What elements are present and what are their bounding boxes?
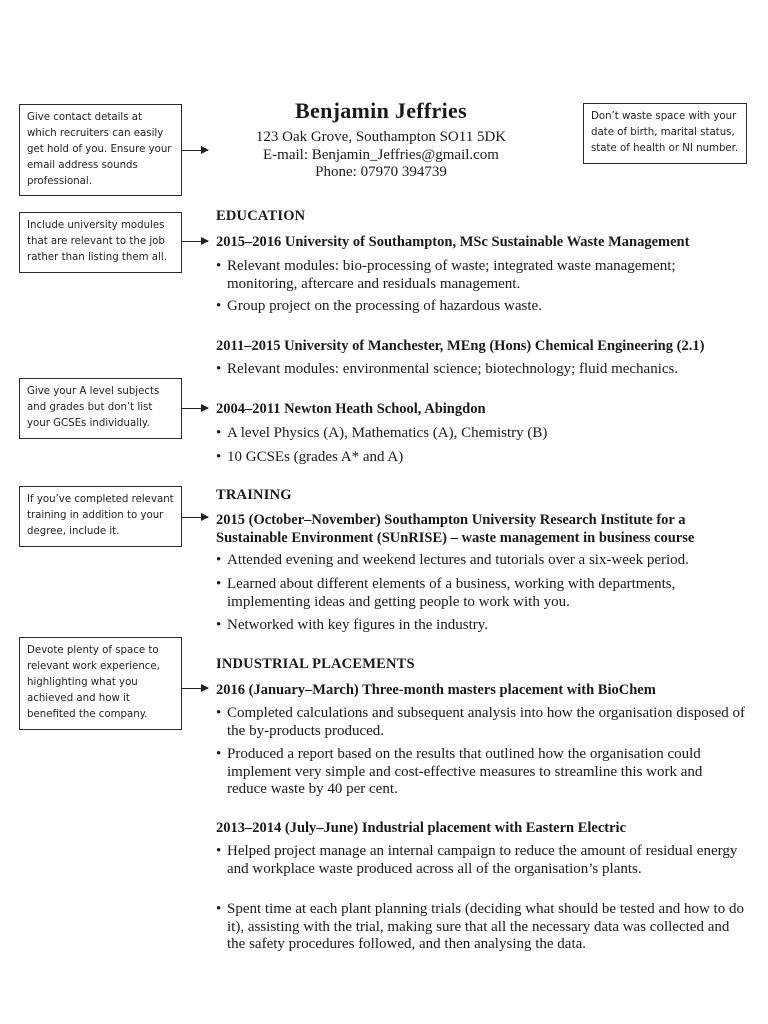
entry-heading: 2015–2016 University of Southampton, MSc Sustainable Waste Management <box>216 234 690 250</box>
candidate-name: Benjamin Jeffries <box>295 98 467 123</box>
list-item <box>216 746 746 799</box>
bullet-text: Spent time at each plant planning trials (deciding what should be tested and how to do it), assisting with the trial, making sure that all the necessary data was collected and the safety procedures followed, and then analysing the data. <box>227 901 744 952</box>
list-item <box>216 425 746 443</box>
bullet-icon: • <box>216 258 222 274</box>
bullet-text: Learned about different elements of a business, working with departments, implementing ideas and getting people to work with you. <box>227 576 676 610</box>
bullet-text: Relevant modules: bio-processing of waste; integrated waste management; monitoring, aftercare and residuals management. <box>227 258 676 292</box>
bullet-icon: • <box>216 705 222 721</box>
arrow-right-icon <box>182 517 208 518</box>
bullet-icon: • <box>216 361 222 377</box>
bullet-text: 10 GCSEs (grades A* and A) <box>227 449 404 465</box>
entry-heading: 2016 (January–March) Three-month masters placement with BioChem <box>216 682 656 698</box>
bullet-text: Helped project manage an internal campaign to reduce the amount of residual energy and workplace waste produced across all of the organisation’s plants. <box>227 843 738 877</box>
bullet-icon: • <box>216 298 222 314</box>
entry-heading: 2004–2011 Newton Heath School, Abingdon <box>216 401 486 417</box>
entry-heading: 2011–2015 University of Manchester, MEng (Hons) Chemical Engineering (2.1) <box>216 338 705 354</box>
list-item <box>216 552 746 570</box>
bullet-icon: • <box>216 576 222 592</box>
list-item <box>216 901 746 954</box>
note-training: If you’ve completed relevant training in addition to your degree, include it. <box>19 486 182 547</box>
entry-heading: 2013–2014 (July–June) Industrial placement with Eastern Electric <box>216 820 627 836</box>
list-item <box>216 258 746 293</box>
phone: Phone: 07970 394739 <box>315 164 447 180</box>
section-heading-education: EDUCATION <box>216 208 306 224</box>
list-item <box>216 843 746 878</box>
list-item <box>216 705 746 740</box>
note-personal-info: Don’t waste space with your date of birth, marital status, state of health or NI number. <box>583 103 747 164</box>
note-contact-details: Give contact details at which recruiters can easily get hold of you. Ensure your email address sounds professional. <box>19 104 182 196</box>
bullet-icon: • <box>216 617 222 633</box>
bullet-text: Attended evening and weekend lectures and tutorials over a six-week period. <box>227 552 689 568</box>
section-heading-training: TRAINING <box>216 487 292 503</box>
note-a-levels: Give your A level subjects and grades but don’t list your GCSEs individually. <box>19 378 182 439</box>
bullet-icon: • <box>216 449 222 465</box>
list-item <box>216 617 746 635</box>
note-university-modules: Include university modules that are relevant to the job rather than listing them all. <box>19 212 182 273</box>
arrow-right-icon <box>182 408 208 409</box>
bullet-text: Group project on the processing of hazardous waste. <box>227 298 542 314</box>
bullet-text: Networked with key figures in the industry. <box>227 617 489 633</box>
list-item <box>216 298 746 316</box>
bullet-icon: • <box>216 746 222 762</box>
bullet-text: A level Physics (A), Mathematics (A), Chemistry (B) <box>227 425 548 441</box>
list-item <box>216 361 746 379</box>
bullet-icon: • <box>216 552 222 568</box>
list-item <box>216 576 746 611</box>
list-item <box>216 449 746 467</box>
entry-heading: 2015 (October–November) Southampton University Research Institute for a Sustainable Environment (SUnRISE) – waste management in business course <box>216 512 695 546</box>
bullet-icon: • <box>216 425 222 441</box>
arrow-right-icon <box>182 688 208 689</box>
bullet-text: Produced a report based on the results that outlined how the organisation could implement very simple and cost-effective measures to streamline this work and reduce waste by 40 per cent. <box>227 746 703 797</box>
note-work-experience: Devote plenty of space to relevant work experience, highlighting what you achieved and how it benefited the company. <box>19 637 182 730</box>
bullet-text: Relevant modules: environmental science; biotechnology; fluid mechanics. <box>227 361 679 377</box>
bullet-icon: • <box>216 843 222 859</box>
address: 123 Oak Grove, Southampton SO11 5DK <box>255 129 507 145</box>
email: E-mail: Benjamin_Jeffries@gmail.com <box>263 147 499 163</box>
bullet-icon: • <box>216 901 222 917</box>
section-heading-placements: INDUSTRIAL PLACEMENTS <box>216 656 415 672</box>
arrow-right-icon <box>182 241 208 242</box>
bullet-text: Completed calculations and subsequent analysis into how the organisation disposed of the by-products produced. <box>227 705 745 739</box>
